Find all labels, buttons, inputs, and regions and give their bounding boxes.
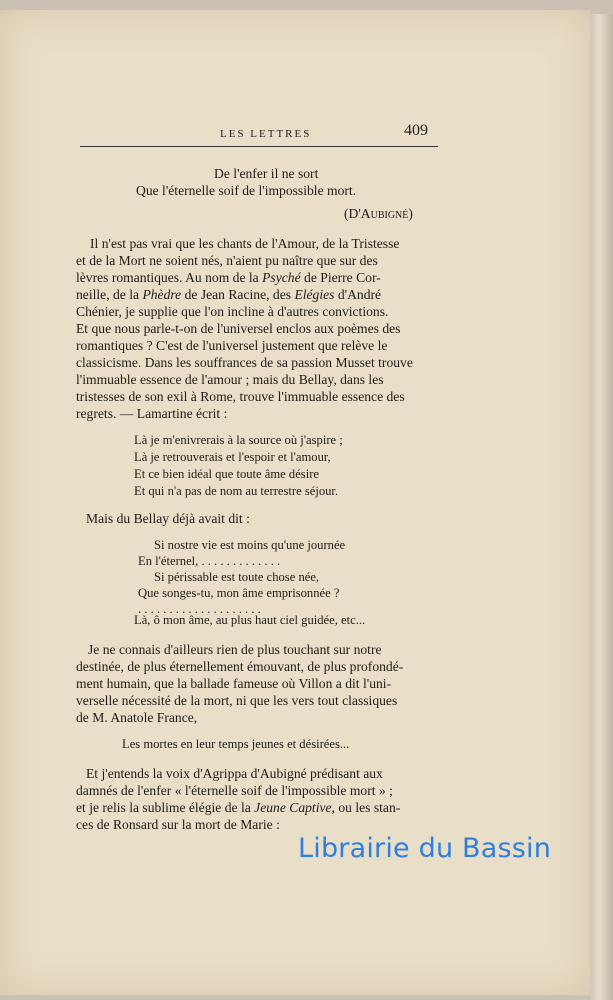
text-line: et de la Mort ne soient nés, n'aient pu naître que sur des [76, 253, 378, 268]
text-line: verselle nécessité de la mort, ni que les vers tout classiques [76, 693, 398, 708]
text-line: romantiques ? C'est de l'universel justement que relève le [76, 338, 388, 353]
text-line: Chénier, je supplie que l'on incline à d'autres convictions. [76, 304, 389, 319]
verse-line: Là, ô mon âme, au plus haut ciel guidée, etc... [134, 613, 366, 627]
text-line: lèvres romantiques. Au nom de la Psyché de Pierre Cor- [76, 270, 381, 285]
quote-line: Les mortes en leur temps jeunes et désirées... [122, 737, 350, 751]
verse-line: En l'éternel, . . . . . . . . . . . . . [138, 554, 281, 568]
text-line: ces de Ronsard sur la mort de Marie : [76, 817, 280, 832]
epigraph-line: De l'enfer il ne sort [214, 166, 319, 181]
text-line: Et que nous parle-t-on de l'universel enclos aux poèmes des [76, 321, 401, 336]
text-line: neille, de la Phèdre de Jean Racine, des Elégies d'André [76, 287, 382, 302]
text-line: et je relis la sublime élégie de la Jeune Captive, ou les stan- [76, 800, 401, 815]
running-header [80, 122, 438, 147]
text-line: ment humain, que la ballade fameuse où Villon a dit l'uni- [76, 676, 392, 691]
running-title: LES LETTRES [220, 128, 312, 140]
text-line: classicisme. Dans les souffrances de sa passion Musset trouve [76, 355, 413, 370]
text-line: Et j'entends la voix d'Agrippa d'Aubigné prédisant aux [86, 766, 383, 781]
text-line: de M. Anatole France, [76, 710, 198, 725]
text-line: regrets. — Lamartine écrit : [76, 406, 228, 421]
text-line: Mais du Bellay déjà avait dit : [86, 511, 250, 526]
text-line: l'immuable essence de l'amour ; mais du Bellay, dans les [76, 372, 384, 387]
verse-line: Là je m'enivrerais à la source où j'aspire ; [134, 433, 343, 447]
verse-line: Là je retrouverais et l'espoir et l'amour, [134, 450, 331, 464]
page-edge [590, 14, 613, 1000]
verse-line: Et ce bien idéal que toute âme désire [134, 467, 319, 481]
epigraph-line: Que l'éternelle soif de l'impossible mort. [136, 183, 357, 198]
text-line: Il n'est pas vrai que les chants de l'Amour, de la Tristesse [90, 236, 400, 251]
verse-line: Et qui n'a pas de nom au terrestre séjour. [134, 484, 339, 498]
verse-ellipsis: . . . . . . . . . . . . . . . . . . . . [138, 602, 261, 616]
verse-line: Si périssable est toute chose née, [154, 570, 320, 584]
text-line: damnés de l'enfer « l'éternelle soif de l'impossible mort » ; [76, 783, 393, 798]
text-line: tristesses de son exil à Rome, trouve l'immuable essence des [76, 389, 405, 404]
text-line: destinée, de plus éternellement émouvant, de plus profondé- [76, 659, 404, 674]
text-line: Je ne connais d'ailleurs rien de plus touchant sur notre [88, 642, 382, 657]
verse-line: Que songes-tu, mon âme emprisonnée ? [138, 586, 340, 600]
page-number: 409 [404, 122, 428, 139]
epigraph-attribution: (D'Aubigné) [344, 206, 413, 221]
verse-line: Si nostre vie est moins qu'une journée [154, 538, 346, 552]
watermark: Librairie du Bassin [298, 833, 552, 864]
